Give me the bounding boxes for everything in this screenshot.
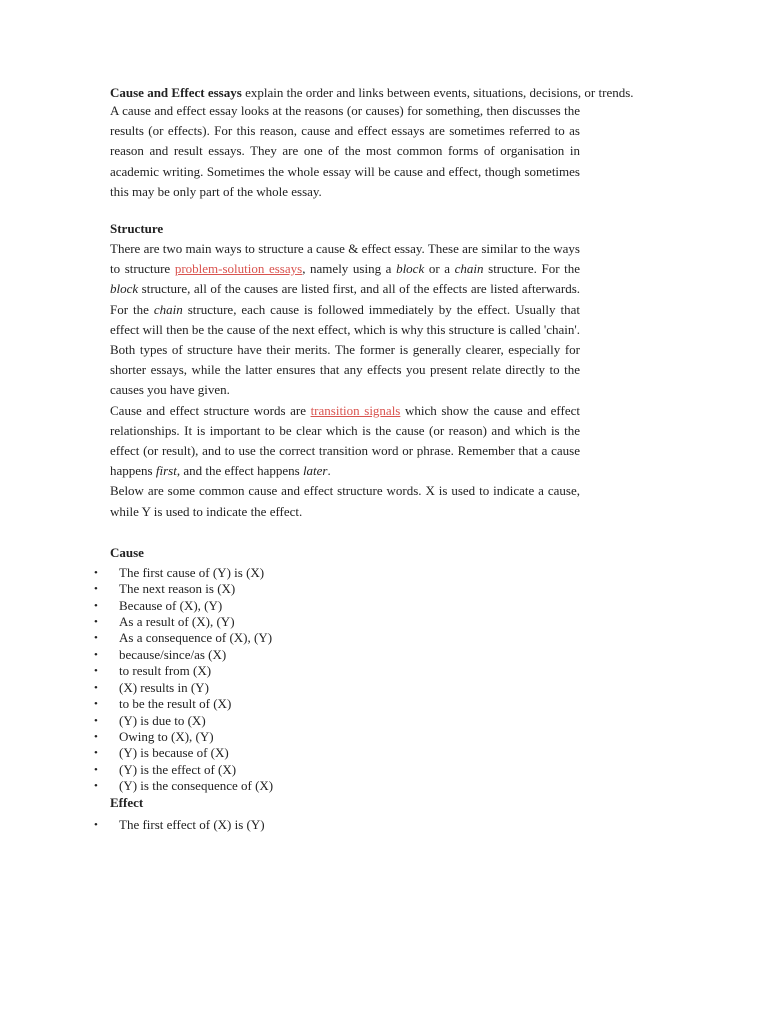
list-item [94,581,580,597]
transition-signals-link[interactable]: transition signals [310,402,401,418]
problem-solution-essays-link[interactable]: problem-solution essays [174,261,303,277]
list-item [94,614,580,630]
bullet-icon: • [94,665,98,678]
list-item-text: to be the result of (X) [119,696,232,712]
para2-italic-block-2: block [110,281,139,297]
bullet-icon: • [94,599,98,612]
list-item-text: As a result of (X), (Y) [119,614,235,630]
list-item-text: Because of (X), (Y) [119,597,223,613]
para3-text-3: , and the effect happens [176,463,303,479]
list-item-text: (X) results in (Y) [119,679,209,695]
bullet-icon: • [94,681,98,694]
list-item-text: (Y) is because of (X) [119,745,229,761]
list-item-text: Owing to (X), (Y) [119,728,214,744]
list-item [94,761,580,778]
cause-list [94,564,580,795]
bullet-icon: • [94,780,98,793]
paragraph-transition-signals [110,401,580,482]
para2-text-4: structure. For the [483,261,581,277]
list-item [94,646,580,663]
bullet-icon: • [94,648,98,661]
para2-italic-block: block [396,261,425,277]
para2-text-5: structure, all of the causes are listed first, and all of the effects are listed afterwards. For the [110,281,580,317]
bullet-icon: • [94,730,98,743]
para2-italic-chain: chain [454,261,484,277]
para2-text-1: There are two main ways to structure a cause & effect essay. These are similar to the ways to structure [110,241,580,277]
para2-text-3: or a [424,261,455,277]
para3-text-2: which show the cause and effect relationships. It is important to be clear which is the cause (or reason) and which is the effect (or result), and to use the correct transition word or phrase. Remember that a cause happens [110,402,580,479]
structure-heading: Structure [110,221,164,237]
para2-italic-chain-2: chain [153,301,183,317]
paragraph-structure-words: Below are some common cause and effect structure words. X is used to indicate a cause, while Y is used to indicate the effect. [110,483,580,519]
list-item-text: The next reason is (X) [119,581,236,597]
list-item [94,679,580,696]
para3-text-4: . [327,463,331,479]
effect-list [94,816,580,833]
bullet-icon: • [94,583,98,596]
list-item-text: because/since/as (X) [119,646,227,662]
list-item-text: (Y) is the effect of (X) [119,761,237,777]
list-item [94,728,580,745]
cause-heading: Cause [110,544,144,560]
intro-bold: Cause and Effect essays [110,85,242,100]
list-item [94,712,580,729]
list-item [94,778,580,794]
list-item [94,597,580,614]
para2-text-2: , namely using a [302,261,397,277]
bullet-icon: • [94,818,98,831]
list-item-text: to result from (X) [119,663,212,679]
list-item [94,745,580,761]
list-item-text: (Y) is the consequence of (X) [119,778,274,794]
list-item-text: (Y) is due to (X) [119,712,206,728]
list-item-text: As a consequence of (X), (Y) [119,630,273,646]
intro-paragraph [110,84,658,101]
list-item [94,630,580,646]
bullet-icon: • [94,616,98,629]
bullet-icon: • [94,632,98,645]
list-item [94,564,580,581]
bullet-icon: • [94,747,98,760]
bullet-icon: • [94,698,98,711]
list-item [94,696,580,712]
bullet-icon: • [94,763,98,776]
list-item-text: The first cause of (Y) is (X) [119,564,265,580]
para2-text-6: structure, each cause is followed immediately by the effect. Usually that effect will then be the cause of the next effect, which is why this structure is called 'chain'. Both types of structure have their merits. The former is generally clearer, especially for shorter essays, while the latter ensures that any effects you present relate directly to the causes you have given. [110,301,580,398]
effect-heading: Effect [110,794,144,810]
para3-text-1: Cause and effect structure words are [110,402,311,418]
bullet-icon: • [94,714,98,727]
bullet-icon: • [94,566,98,579]
paragraph-definition: A cause and effect essay looks at the reasons (or causes) for something, then discusses the results (or effects). For this reason, cause and effect essays are sometimes referred to as reason and result essays. They are one of the most common forms of organisation in academic writing. Sometimes the whole essay will be cause and effect, though sometimes this may be only part of the whole essay. [110,103,580,199]
list-item-text: The first effect of (X) is (Y) [119,816,265,832]
list-item [94,663,580,679]
paragraph-structure [110,239,580,401]
document-page [94,84,634,833]
para3-italic-later: later [302,463,328,479]
para3-italic-first: first [155,463,177,479]
list-item [94,816,580,833]
intro-rest: explain the order and links between events, situations, decisions, or trends. [241,85,634,100]
